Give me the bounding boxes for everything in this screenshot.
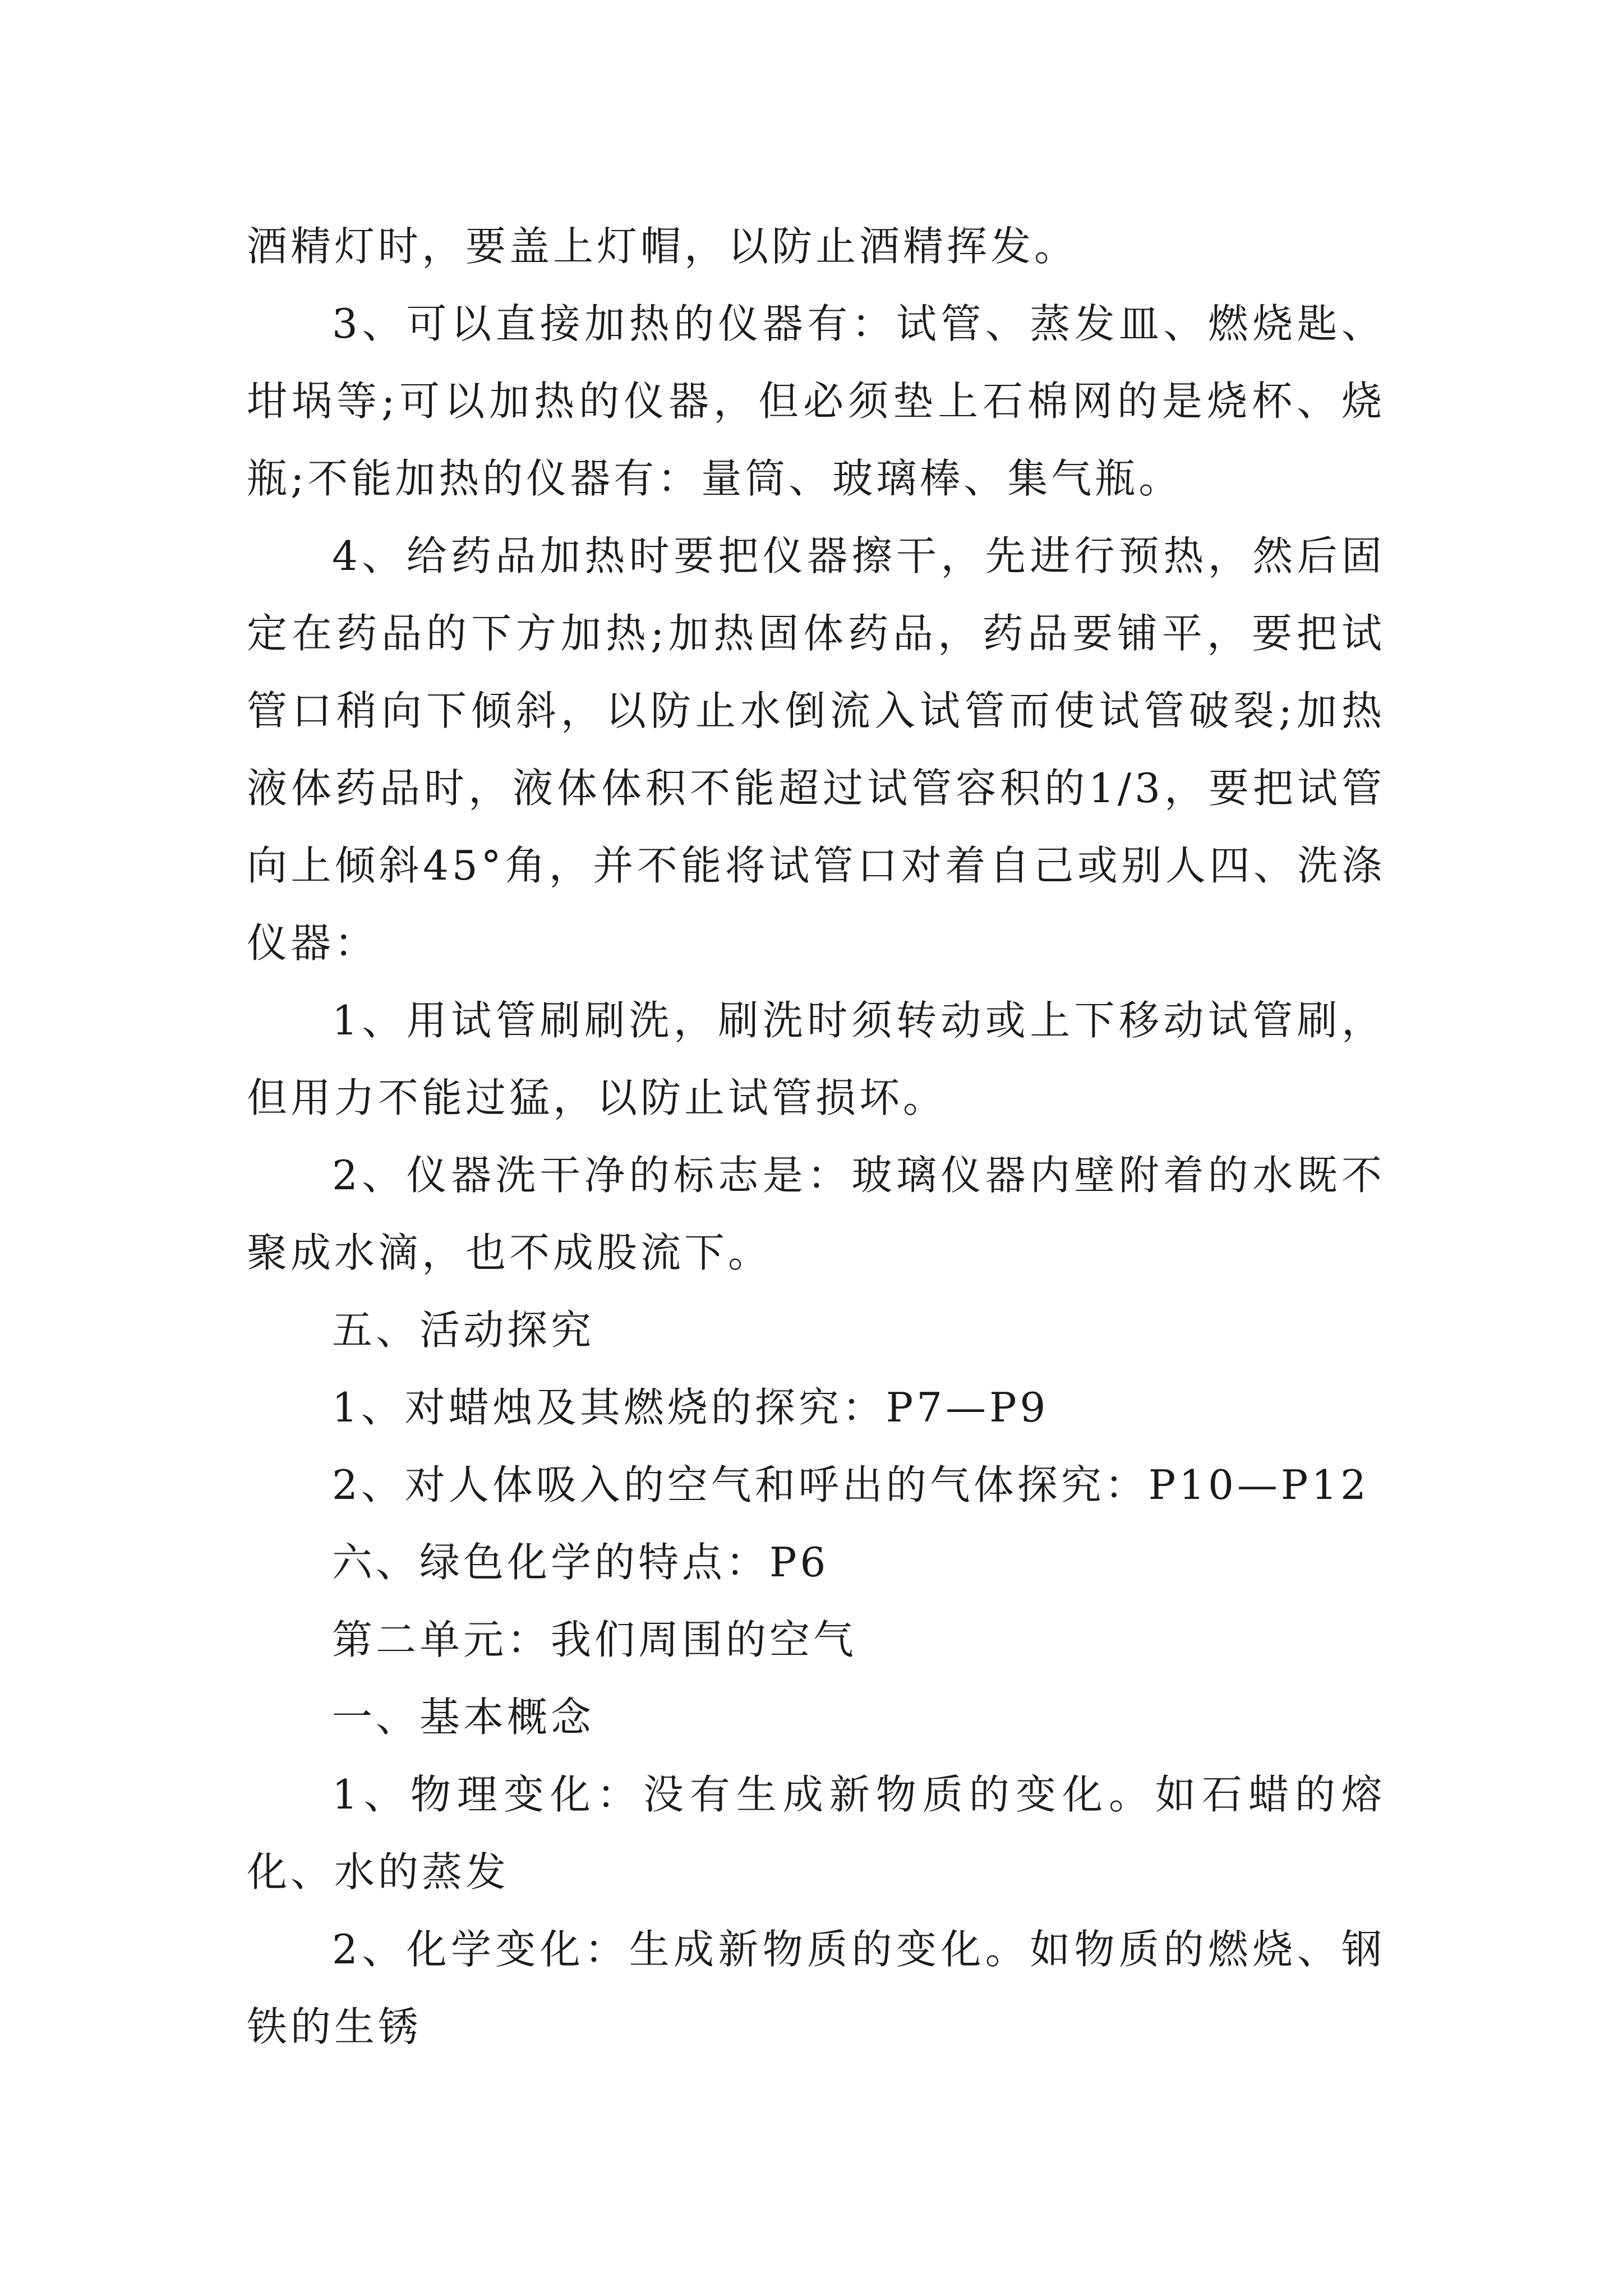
paragraph: 4、给药品加热时要把仪器擦干，先进行预热，然后固定在药品的下方加热;加热固体药品，药品要铺平，要把试管口稍向下倾斜，以防止水倒流入试管而使试管破裂;加热液体药品时，液体体积不能超过试管容积的1/3，要把试管向上倾斜45°角，并不能将试管口对着自己或别人四、洗涤仪器： [247, 532, 1385, 967]
section-heading: 一、基本概念 [332, 1694, 595, 1741]
unit-heading: 第二单元：我们周围的空气 [332, 1616, 857, 1663]
paragraph: 3、可以直接加热的仪器有：试管、蒸发皿、燃烧匙、坩埚等;可以加热的仪器，但必须垫上石棉网的是烧杯、烧瓶;不能加热的仪器有：量筒、玻璃棒、集气瓶。 [247, 300, 1385, 502]
paragraph: 1、用试管刷刷洗，刷洗时须转动或上下移动试管刷，但用力不能过猛，以防止试管损坏。 [247, 997, 1385, 1121]
section-heading: 五、活动探究 [332, 1306, 595, 1354]
paragraph: 2、对人体吸入的空气和呼出的气体探究：P10—P12 [332, 1461, 1370, 1508]
paragraph: 2、仪器洗干净的标志是：玻璃仪器内壁附着的水既不聚成水滴，也不成股流下。 [247, 1152, 1385, 1276]
paragraph: 酒精灯时，要盖上灯帽，以防止酒精挥发。 [247, 223, 1078, 270]
paragraph: 2、化学变化：生成新物质的变化。如物质的燃烧、钢铁的生锈 [247, 1926, 1385, 2050]
section-heading: 六、绿色化学的特点：P6 [332, 1539, 829, 1586]
document-body [247, 208, 1385, 2065]
paragraph: 1、对蜡烛及其燃烧的探究：P7—P9 [332, 1384, 1049, 1431]
paragraph: 1、物理变化：没有生成新物质的变化。如石蜡的熔化、水的蒸发 [247, 1771, 1385, 1895]
